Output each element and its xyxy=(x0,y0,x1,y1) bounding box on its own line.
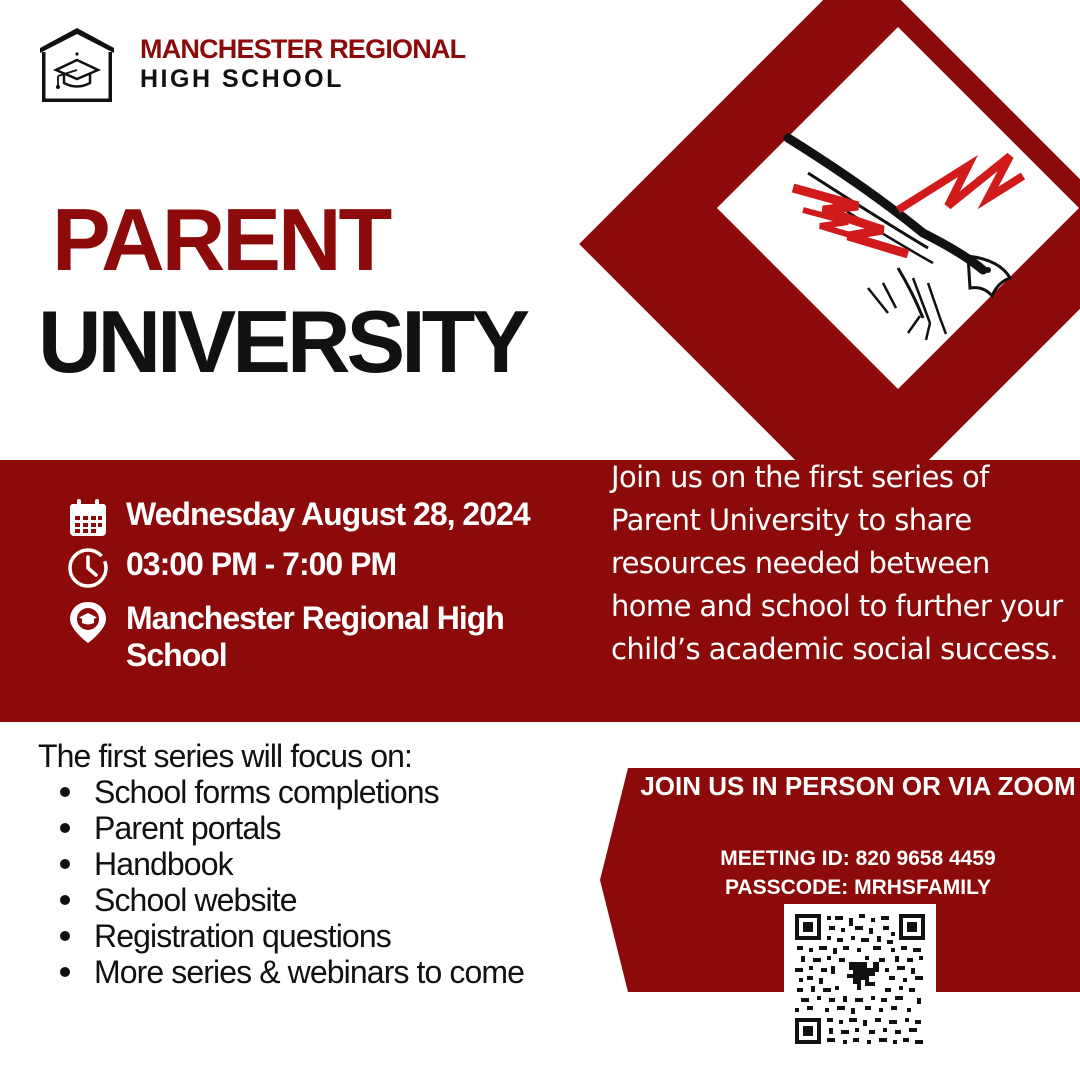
zoom-passcode: PASSCODE: MRHSFAMILY xyxy=(724,876,992,899)
focus-item: Registration questions xyxy=(60,918,524,954)
focus-item: School website xyxy=(60,882,524,918)
title-line2: UNIVERSITY xyxy=(38,292,527,391)
event-date: Wednesday August 28, 2024 xyxy=(126,496,530,532)
title-line1: PARENT xyxy=(52,190,390,289)
event-description: Join us on the first series of Parent University to share resources needed between home and school to further your child’s academic social success. xyxy=(611,460,1063,666)
focus-item: Handbook xyxy=(60,846,524,882)
focus-item: School forms completions xyxy=(60,774,524,810)
qr-code-icon xyxy=(795,914,925,1044)
event-location-line2: School xyxy=(126,637,227,673)
zoom-title: JOIN US IN PERSON OR VIA ZOOM xyxy=(640,771,1076,801)
focus-item: More series & webinars to come xyxy=(60,954,524,990)
zoom-meeting-id: MEETING ID: 820 9658 4459 xyxy=(720,847,996,870)
school-name-line1: MANCHESTER REGIONAL xyxy=(140,34,466,64)
focus-item: Parent portals xyxy=(60,810,524,846)
school-name-line2: HIGH SCHOOL xyxy=(140,65,344,93)
qr-code[interactable] xyxy=(784,904,936,1050)
event-location-line1: Manchester Regional High xyxy=(126,600,504,636)
focus-title: The first series will focus on: xyxy=(38,738,413,774)
event-time: 03:00 PM - 7:00 PM xyxy=(126,546,397,582)
